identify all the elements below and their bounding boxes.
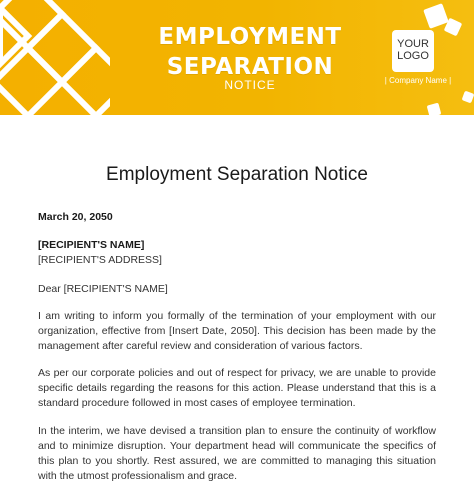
paragraph-2: As per our corporate policies and out of respect for privacy, we are unable to provide specific details regarding the reasons for this action. Please understand that this is a standard procedure followed in most cases of employee termination. — [38, 367, 436, 409]
salutation: Dear [RECIPIENT'S NAME] — [38, 283, 168, 295]
banner-subtitle: NOTICE — [224, 78, 276, 92]
logo-line1: YOUR — [397, 38, 429, 50]
banner-title-line2: SEPARATION — [166, 54, 334, 80]
recipient-address: [RECIPIENT'S ADDRESS] — [38, 254, 162, 266]
decorative-square — [427, 103, 442, 115]
company-name-caption: | Company Name | — [384, 76, 452, 85]
header-banner — [0, 0, 474, 115]
recipient-name: [RECIPIENT'S NAME] — [38, 239, 145, 251]
company-logo — [392, 30, 434, 72]
document-title: Employment Separation Notice — [106, 164, 368, 185]
logo-line2: LOGO — [397, 50, 429, 62]
letter-date: March 20, 2050 — [38, 211, 113, 223]
decorative-square — [462, 91, 474, 104]
paragraph-3: In the interim, we have devised a transition plan to ensure the continuity of workflow and to minimize disruption. Your department head will communicate the specifics of this plan to you shortly. Rest assured, we are committed to managing this situation with the utmost professionalism and grace. — [38, 425, 436, 482]
paragraph-1: I am writing to inform you formally of the termination of your employment with our organization, effective from [Insert Date, 2050]. This decision has been made by the management after careful review and consideration of various factors. — [38, 310, 436, 352]
diamond-pattern-graphic — [0, 0, 110, 115]
banner-title-line1: EMPLOYMENT — [158, 24, 342, 50]
